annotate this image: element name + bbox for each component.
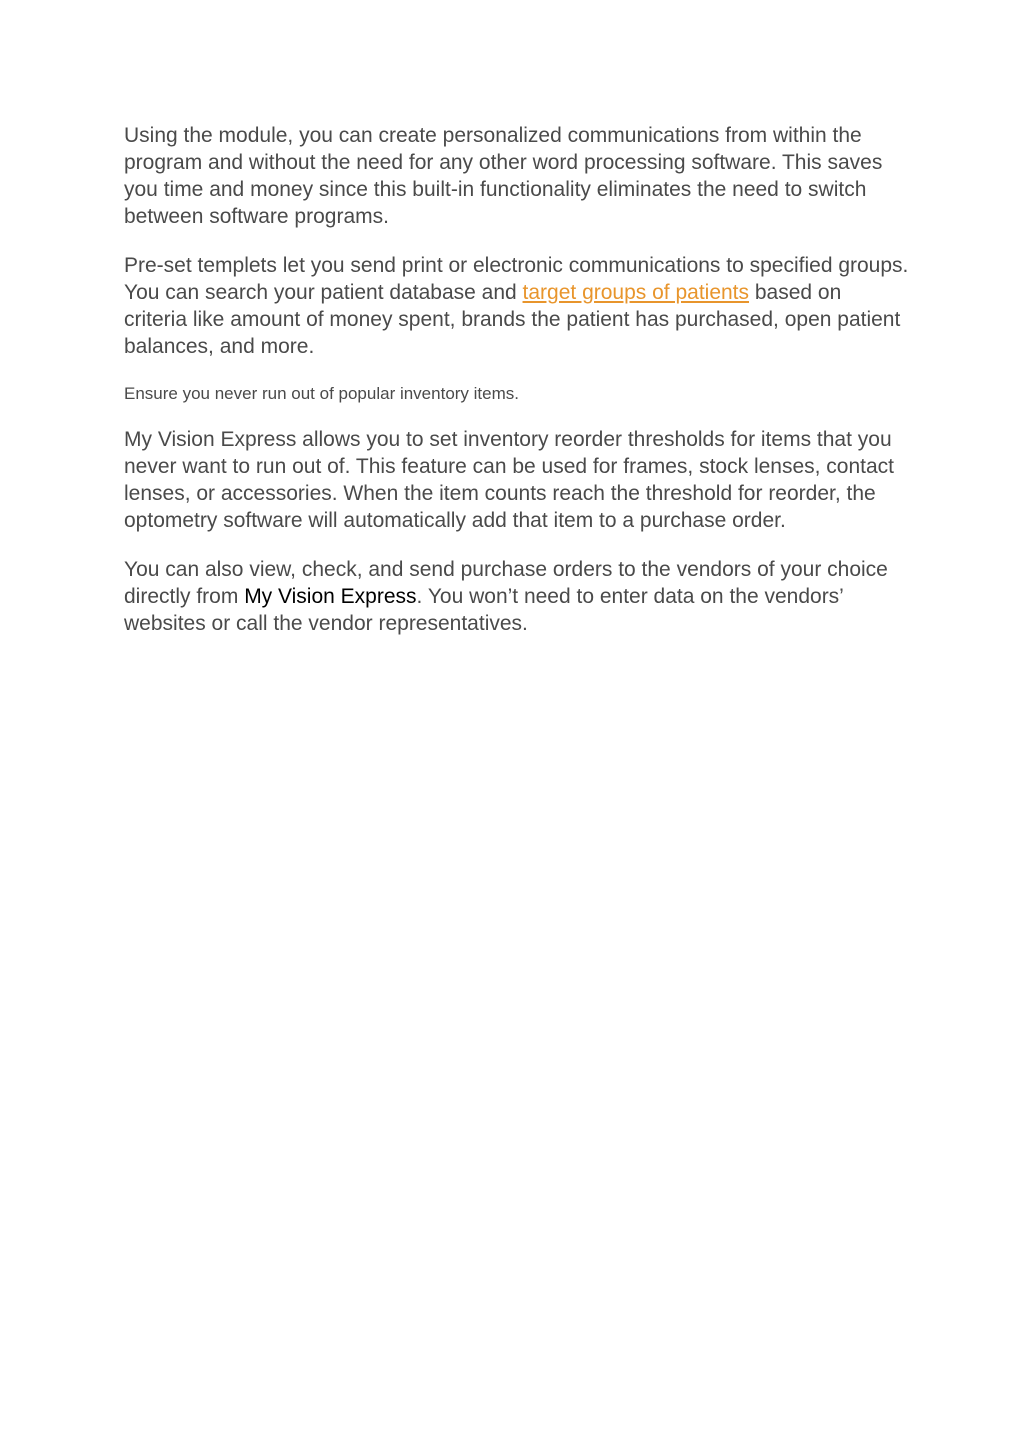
document-body	[124, 122, 909, 659]
paragraph-purchase-orders-text-before: You can also view, check, and send purchase orders to the vendors of your choice directly from	[124, 558, 888, 608]
paragraph-purchase-orders	[124, 556, 909, 637]
section-heading-inventory-text: Ensure you never run out of popular inventory items.	[124, 384, 519, 403]
paragraph-reorder-thresholds-text: My Vision Express allows you to set inventory reorder thresholds for items that you never want to run out of. This feature can be used for frames, stock lenses, contact lenses, or accessories. When the item counts reach the threshold for reorder, the optometry software will automatically add that item to a purchase order.	[124, 428, 895, 532]
brand-name: My Vision Express	[244, 585, 417, 608]
paragraph-templates	[124, 252, 909, 360]
paragraph-communications-text: Using the module, you can create personalized communications from within the program and without the need for any other word processing software. This saves you time and money since this built-in functionality eliminates the need to switch between software programs.	[124, 124, 883, 228]
paragraph-templates-text-before: Pre-set templets let you send print or electronic communications to specified groups. You can search your patient database and	[124, 254, 909, 304]
section-heading-inventory	[124, 382, 909, 406]
paragraph-communications	[124, 122, 909, 230]
paragraph-purchase-orders-text-after: . You won’t need to enter data on the vendors’ websites or call the vendor representatives.	[124, 585, 844, 635]
target-groups-link[interactable]: target groups of patients	[522, 281, 750, 304]
paragraph-templates-text-after: based on criteria like amount of money spent, brands the patient has purchased, open patient balances, and more.	[124, 281, 901, 358]
paragraph-reorder-thresholds	[124, 426, 909, 534]
